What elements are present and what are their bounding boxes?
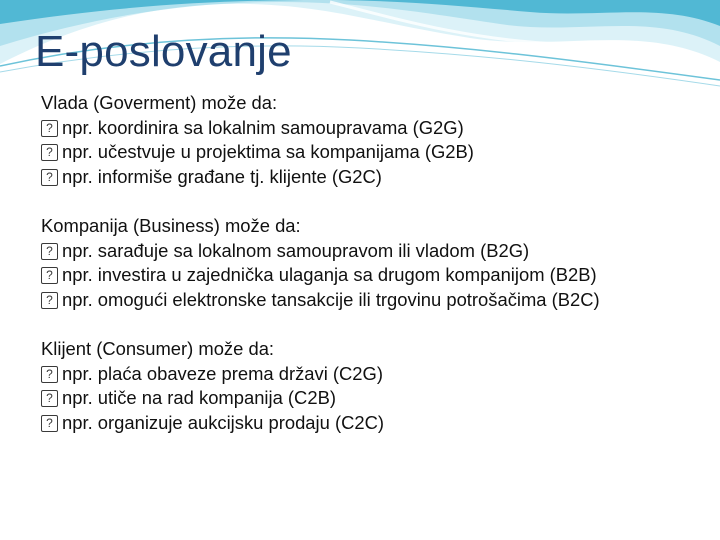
missing-glyph-icon: ? bbox=[41, 267, 58, 284]
list-item bbox=[41, 362, 691, 387]
list-item-text: npr. učestvuje u projektima sa kompanijama (G2B) bbox=[62, 141, 474, 163]
list-item-text: npr. investira u zajednička ulaganja sa drugom kompanijom (B2B) bbox=[62, 264, 597, 286]
list-item-text: npr. sarađuje sa lokalnom samoupravom ili vladom (B2G) bbox=[62, 239, 530, 261]
missing-glyph-icon: ? bbox=[41, 144, 58, 161]
section-government bbox=[41, 91, 691, 189]
section-business bbox=[41, 214, 691, 312]
missing-glyph-icon: ? bbox=[41, 169, 58, 186]
missing-glyph-icon: ? bbox=[41, 292, 58, 309]
list-item-text: npr. utiče na rad kompanija (C2B) bbox=[62, 387, 336, 409]
list-item-text: npr. omogući elektronske tansakcije ili trgovinu potrošačima (B2C) bbox=[62, 288, 600, 310]
list-item bbox=[41, 140, 691, 165]
slide-title: E-poslovanje bbox=[35, 27, 292, 76]
list-item bbox=[41, 116, 691, 141]
missing-glyph-icon: ? bbox=[41, 243, 58, 260]
missing-glyph-icon: ? bbox=[41, 415, 58, 432]
slide-body bbox=[41, 91, 691, 460]
list-item-text: npr. informiše građane tj. klijente (G2C) bbox=[62, 165, 382, 187]
list-item bbox=[41, 288, 691, 313]
section-heading: Kompanija (Business) može da: bbox=[41, 214, 301, 236]
section-heading: Klijent (Consumer) može da: bbox=[41, 337, 275, 359]
list-item bbox=[41, 165, 691, 190]
list-item-text: npr. organizuje aukcijsku prodaju (C2C) bbox=[62, 411, 384, 433]
section-consumer bbox=[41, 337, 691, 435]
list-item bbox=[41, 263, 691, 288]
list-item bbox=[41, 411, 691, 436]
list-item-text: npr. plaća obaveze prema državi (C2G) bbox=[62, 362, 383, 384]
list-item bbox=[41, 239, 691, 264]
list-item bbox=[41, 386, 691, 411]
missing-glyph-icon: ? bbox=[41, 390, 58, 407]
section-heading: Vlada (Goverment) može da: bbox=[41, 92, 278, 113]
missing-glyph-icon: ? bbox=[41, 120, 58, 137]
missing-glyph-icon: ? bbox=[41, 366, 58, 383]
list-item-text: npr. koordinira sa lokalnim samoupravama (G2G) bbox=[62, 116, 464, 138]
